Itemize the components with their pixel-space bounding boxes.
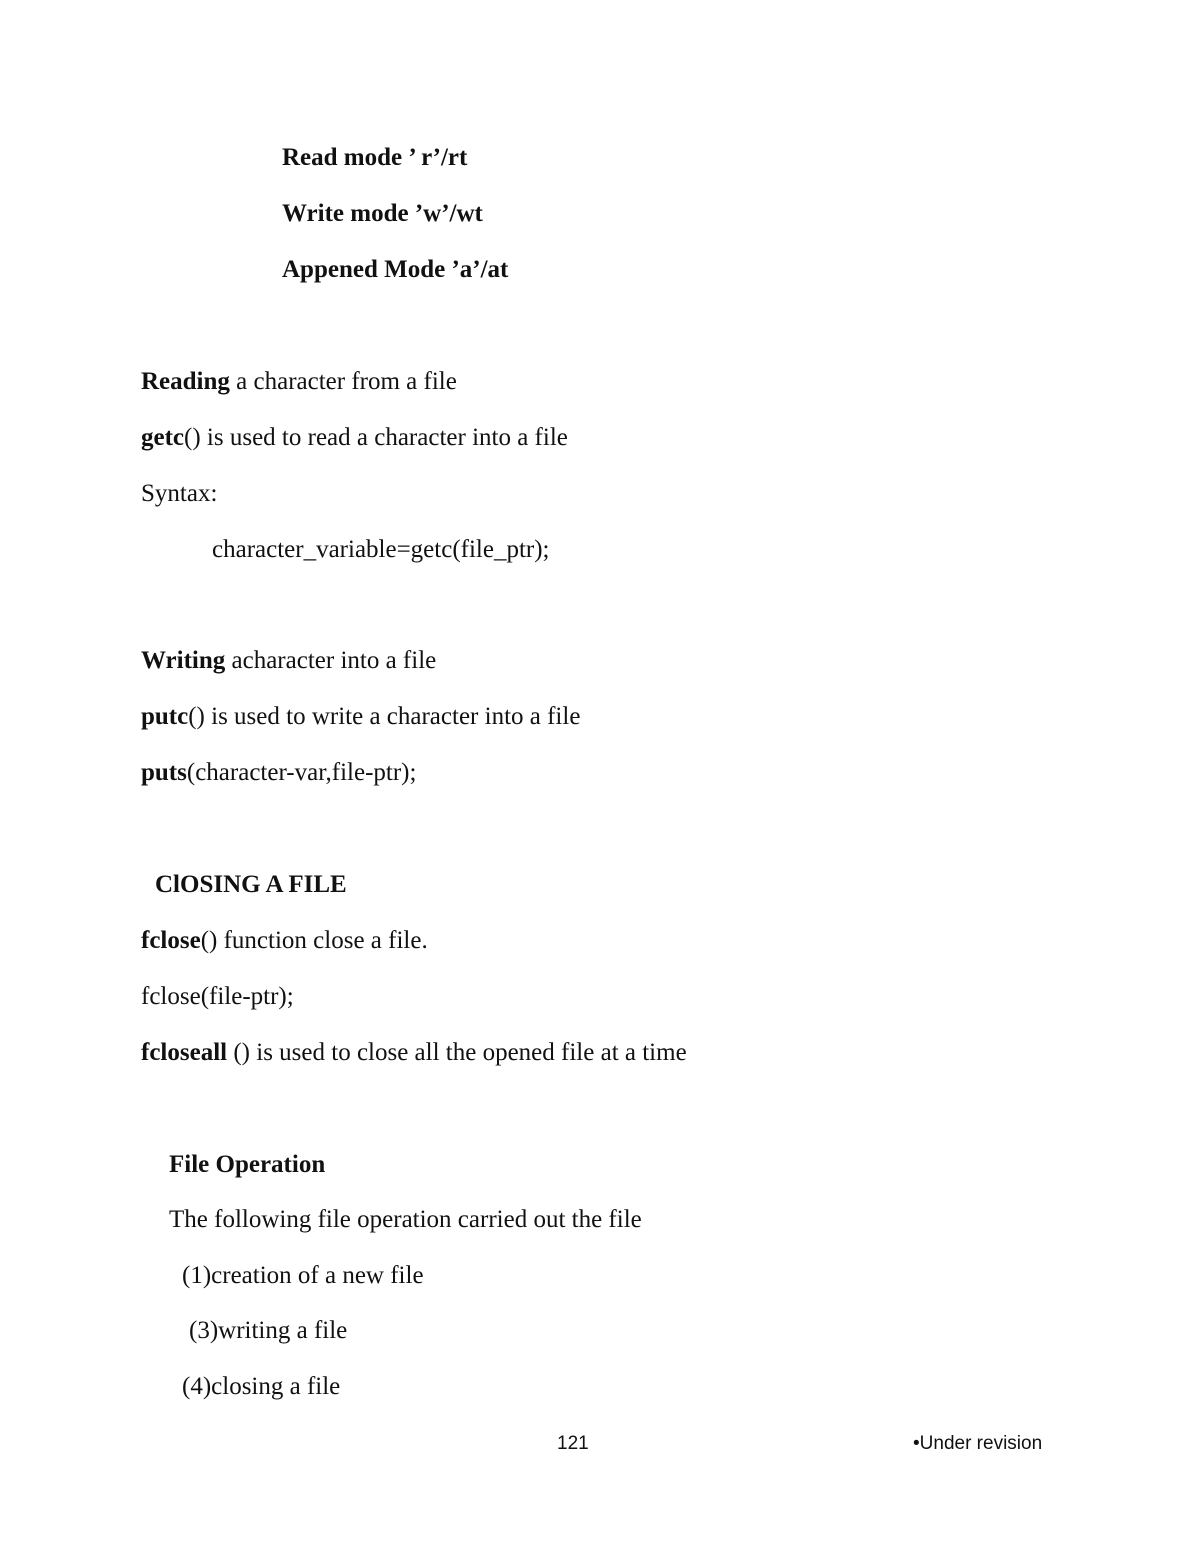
writing-heading-rest: acharacter into a file bbox=[225, 647, 437, 674]
fcloseall-description bbox=[141, 1038, 687, 1068]
fcloseall-description-rest: () is used to close all the opened file at a time bbox=[227, 1039, 687, 1066]
getc-description bbox=[141, 423, 568, 453]
fclose-description-rest: () function close a file. bbox=[200, 927, 428, 954]
fclose-example: fclose(file-ptr); bbox=[141, 983, 294, 1010]
putc-keyword: putc bbox=[141, 703, 189, 730]
write-mode-line: Write mode ’w’/wt bbox=[282, 200, 483, 227]
file-operation-heading: File Operation bbox=[169, 1151, 326, 1178]
puts-syntax-rest: (character-var,file-ptr); bbox=[186, 759, 417, 786]
writing-heading-bold: Writing bbox=[141, 647, 226, 674]
puts-keyword: puts bbox=[141, 759, 187, 786]
append-mode-line: Appened Mode ’a’/at bbox=[282, 256, 509, 283]
putc-description-rest: () is used to write a character into a file bbox=[188, 703, 581, 730]
closing-heading: ClOSING A FILE bbox=[155, 871, 347, 898]
file-operation-intro: The following file operation carried out the file bbox=[169, 1206, 642, 1233]
fcloseall-keyword: fcloseall bbox=[141, 1039, 228, 1066]
getc-keyword: getc bbox=[141, 424, 185, 451]
fclose-description bbox=[141, 926, 428, 956]
read-mode-line: Read mode ’ r’/rt bbox=[282, 144, 468, 171]
getc-syntax-code: character_variable=getc(file_ptr); bbox=[212, 536, 550, 563]
operation-item: (1)creation of a new file bbox=[182, 1262, 424, 1289]
putc-description bbox=[141, 702, 580, 732]
reading-heading-bold: Reading bbox=[141, 368, 230, 395]
revision-note: •Under revision bbox=[913, 1433, 1043, 1454]
operation-item: (3)writing a file bbox=[189, 1317, 348, 1344]
puts-syntax bbox=[141, 758, 416, 788]
syntax-label: Syntax: bbox=[141, 480, 218, 507]
getc-description-rest: () is used to read a character into a file bbox=[184, 424, 568, 451]
writing-heading bbox=[141, 646, 436, 676]
reading-heading-rest: a character from a file bbox=[229, 368, 457, 395]
page-number: 121 bbox=[557, 1433, 589, 1454]
reading-heading bbox=[141, 367, 457, 397]
fclose-keyword: fclose bbox=[141, 927, 201, 954]
operation-item: (4)closing a file bbox=[182, 1373, 341, 1400]
